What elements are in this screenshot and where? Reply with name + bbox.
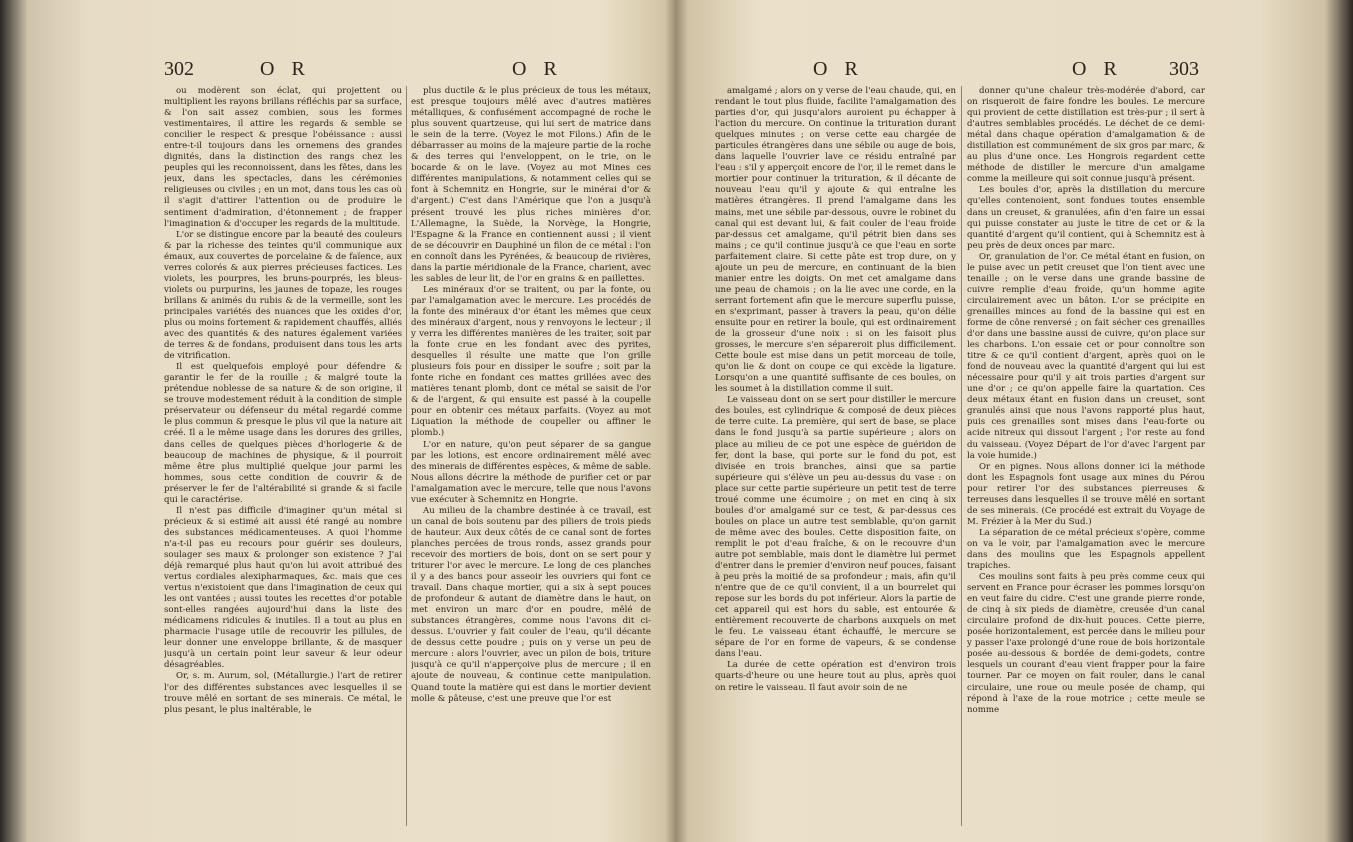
paragraph: Il n'est pas difficile d'imaginer qu'un métal si précieux & si estimé ait aussi été rangé au nombre des substances médicamenteuses. A quoi l'homme n'a-t-il pas eu recours pour guérir ses douleurs, soulager ses maux & prolonger son existence ? J'ai déjà remarqué plus haut qu'on lui avoit attribué des vertus cordiales alexipharmaques, &c. mais que ces vertus n'existoient que dans l'imagination de ceux qui les ont vantées ; aussi toutes les recettes d'or potable sont-elles rangées aujourd'hui dans la liste des médicamens ridicules & inutiles. Il a tout au plus en pharmacie l'usage utile de recouvrir les pillules, de leur donner une enveloppe brillante, & de masquer jusqu'à un certain point leur saveur & leur odeur désagréables. [164, 505, 402, 671]
head-word-right: O R [512, 58, 563, 80]
paragraph: Les boules d'or, après la distillation du mercure qu'elles contenoient, sont fondues toutes ensemble dans un creuset, & granulées, afin d'en faire un essai qui puisse constater au juste le titre de cet or & la quantité d'argent qu'il contient, qui à Schemnitz est à peu près de deux onces par marc. [967, 185, 1205, 251]
text-column-right-b [967, 86, 1205, 838]
paragraph: Les minéraux d'or se traitent, ou par la fonte, ou par l'amalgamation avec le mercure. Les procédés de la fonte des minéraux d'or étant les mêmes que ceux des minéraux d'argent, nous y renvoyons le lecteur ; il y verra les différentes manières de les traiter, soit par la fonte crue en les fondant avec des pyrites, desquelles il résulte une matte que l'on grille plusieurs fois pour en dissiper le soufre ; soit par la fonte riche en fondant ces mattes grillées avec des matières tenant plomb, dont ce métal se saisit de l'or & de l'argent, & qui ensuite est passé à la coupelle pour en obtenir ces métaux parfaits. (Voyez au mot Liquation la méthode de coupeller ou affiner le plomb.) [411, 284, 651, 439]
column-divider [961, 86, 962, 826]
paragraph: La durée de cette opération est d'environ trois quarts-d'heure ou une heure tout au plus, après quoi on retire le vaisseau. Il faut avoir soin de ne [715, 660, 956, 693]
head-word-left: O R [813, 58, 864, 80]
page-number: 303 [1169, 58, 1199, 80]
paragraph: plus ductile & le plus précieux de tous les métaux, est presque toujours mêlé avec d'autres matières métalliques, & confusément accompagné de roche le plus souvent quartzeuse, qui lui sert de matrice dans le sein de la terre. (Voyez le mot Filons.) Afin de le débarrasser au moins de la majeure partie de la roche & des terres qui l'enveloppent, on le trie, on le bocarde & on le lave. (Voyez au mot Mines ces différentes manipulations, & notamment celles qui se font à Schemnitz en Hongrie, sur le minérai d'or & d'argent.) C'est dans l'Amérique que l'on a jusqu'à présent trouvé les plus riches minières d'or. L'Allemagne, la Suède, la Norvège, la Hongrie, l'Espagne & la France en contiennent aussi ; il vient de se découvrir en Dauphiné un filon de ce métal : l'on en connoît dans les Pyrénées, & beaucoup de rivières, dans la partie méridionale de la France, charient, avec les sables de leur lit, de l'or en grains & en paillettes. [411, 86, 651, 284]
paragraph: amalgamé ; alors on y verse de l'eau chaude, qui, en rendant le tout plus fluide, facilite l'amalgamation des parties d'or, qui jusqu'alors auroient pu échapper à l'action du mercure. On continue la trituration durant quelques minutes ; on verse cette eau chargée de particules étrangères dans une sébile ou auge de bois, dans laquelle l'ouvrier lave ce résidu entraîné par l'eau : s'il y apperçoit encore de l'or, il le remet dans le mortier pour continuer la trituration, & il décante de nouveau l'eau qu'il y ajoute & qui entraîne les matières étrangères. Il prend l'amalgame dans les mains, met une sébile par-dessous, ouvre le robinet du canal qui est devant lui, & fait couler de l'eau froide par-dessus cet amalgame, qu'il pétrit bien dans ses mains ; ce qu'il continue jusqu'à ce que l'eau en sorte parfaitement claire. Si cette pâte est trop dure, on y ajoute un peu de mercure, en continuant de la bien manier entre les doigts. On met cet amalgame dans une peau de chamois ; on la lie avec une corde, en la serrant fortement afin que le mercure superflu puisse, en s'exprimant, passer à travers la peau, qu'on délie ensuite pour en retirer la boule, qui est ordinairement de la grosseur d'une noix : si on les faisoit plus grosses, le mercure s'en sépareroit plus difficilement. Cette boule est mise dans un petit morceau de toile, qu'on lie & dont on coupe ce qui excède la ligature. Lorsqu'on a une quantité suffisante de ces boules, on les soumet à la distillation comme il suit. [715, 86, 956, 395]
text-column-right-a [715, 86, 956, 838]
paragraph: Or en pignes. Nous allons donner ici la méthode dont les Espagnols font usage aux mines du Pérou pour retirer l'or des substances pierreuses & terreuses dans lesquelles il se trouve mêlé en sortant de ses minerais. (Ce procédé est extrait du Voyage de M. Frézier à la Mer du Sud.) [967, 461, 1205, 527]
paragraph: donner qu'une chaleur très-modérée d'abord, car on risqueroit de faire fondre les boules. Le mercure qui provient de cette distillation est très-pur ; il sert à d'autres semblables procédés. Le déchet de ce demi-métal dans chaque opération d'amalgamation & de distillation est communément de six gros par marc, & au plus d'une once. Les Hongrois regardent cette méthode de distiller le mercure d'un amalgame comme la meilleure qui soit connue jusqu'à présent. [967, 86, 1205, 185]
paragraph: L'or se distingue encore par la beauté des couleurs & par la richesse des teintes qu'il communique aux émaux, aux couvertes de porcelaine & de faïence, aux verres colorés & aux pierres précieuses factices. Les violets, les pourpres, les bruns-pourprés, les bleus-violets ou purpurins, les jaunes de topaze, les rouges brillans & animés du rubis & de la vermeille, sont les principales variétés des nuances que les oxides d'or, plus ou moins fortement & rapidement chauffés, alliés avec des quantités & des natures également variées de terres & de fondans, produisent dans tous les arts de vitrification. [164, 229, 402, 362]
paragraph: Le vaisseau dont on se sert pour distiller le mercure des boules, est cylindrique & composé de deux pièces de terre cuite. La première, qui sert de base, se place dans le fond jusqu'à sa partie supérieure ; alors on place au milieu de ce pot une espèce de guéridon de fer, dont la base, qui porte sur le fond du pot, est divisée en trois branches, ainsi que sa partie supérieure qui s'élève un peu au-dessus du vase : on place sur cette partie supérieure un petit test de terre troué comme une écumoire ; on met en cinq à six boules d'or amalgamé sur ce test, & par-dessus ces boules on place un autre test semblable, qu'on garnit de même avec des boules. Cette disposition faite, on remplit le pot d'eau fraîche, & on le recouvre d'un autre pot semblable, mais dont le diamètre lui permet d'entrer dans le premier d'environ neuf pouces, faisant à peu près la moitié de sa profondeur ; mais, afin qu'il n'entre que de ce qu'il convient, il a un bourrelet qui repose sur les bords du pot inférieur. Alors la partie de cet appareil qui est hors du sable, est entourée & entièrement recouverte de charbons auxquels on met le feu. Le vaisseau étant échauffé, le mercure se sépare de l'or en forme de vapeurs, & se condense dans l'eau. [715, 395, 956, 660]
paragraph: Or, s. m. Aurum, sol, (Métallurgie.) l'art de retirer l'or des différentes substances avec lesquelles il se trouve mêlé en sortant de ses minerais. Ce métal, le plus pesant, le plus inaltérable, le [164, 671, 402, 715]
page-number: 302 [164, 58, 194, 80]
paragraph: Ces moulins sont faits à peu près comme ceux qui servent en France pour écraser les pommes lorsqu'on en veut faire du cidre. C'est une grande pierre ronde, de cinq à six pieds de diamètre, creusée d'un canal circulaire profond de dix-huit pouces. Cette pierre, posée horizontalement, est percée dans le milieu pour y passer l'axe prolongé d'une roue de bois horizontale posée au-dessous & bordée de demi-godets, contre lesquels un courant d'eau vient frapper pour la faire tourner. Par ce moyen on fait rouler, dans le canal circulaire, une roue ou meule posée de champ, qui répond à l'axe de la roue motrice ; cette meule se nomme [967, 572, 1205, 715]
paragraph: Au milieu de la chambre destinée à ce travail, est un canal de bois soutenu par des piliers de trois pieds de hauteur. Aux deux côtés de ce canal sont de fortes planches percées de trous ronds, assez grands pour recevoir des mortiers de bois, dont on se sert pour y triturer l'or avec le mercure. Le long de ces planches il y a des bancs pour asseoir les ouvriers qui font ce travail. Dans chaque mortier, qui a six à sept pouces de profondeur & autant de diamètre dans le haut, on met environ un marc d'or en poudre, mêlé de substances étrangères, comme nous l'avons dit ci-dessus. L'ouvrier y fait couler de l'eau, qu'il décante de dessus cette poudre ; puis on y verse un peu de mercure : alors l'ouvrier, avec un pilon de bois, triture jusqu'à ce qu'il n'apperçoive plus de mercure ; il en ajoute de nouveau, & continue cette manipulation. Quand toute la matière qui est dans le mortier devient molle & pâteuse, c'est une preuve que l'or est [411, 505, 651, 704]
head-word-left: O R [260, 58, 311, 80]
head-word-right: O R [1072, 58, 1123, 80]
right-page [677, 42, 1353, 842]
left-page [0, 42, 676, 842]
text-column-left-a [164, 86, 402, 838]
column-divider [406, 86, 407, 826]
paragraph: Il est quelquefois employé pour défendre & garantir le fer de la rouille ; & malgré toute la prétendue noblesse de sa nature & de son origine, il se trouve modestement réduit à la condition de simple préservateur ou défenseur du métal regardé comme le plus commun & presque le plus vil que la nature ait créé. Il a le même usage dans les dorures des grilles, dans celles de quelques pièces d'horlogerie & de beaucoup de machines de physique, & il pourroit même être plus multiplié quelque jour parmi les hommes, sous cette condition de couvrir & de préserver le fer de l'altérabilité si grande & si facile qui le caractérise. [164, 362, 402, 505]
text-column-left-b [411, 86, 651, 838]
paragraph: Or, granulation de l'or. Ce métal étant en fusion, on le puise avec un petit creuset que l'on tient avec une tenaille ; on le verse dans une grande bassine de cuivre remplie d'eau froide, qu'un homme agite circulairement avec un bâton. L'or se précipite en grenailles minces au fond de la bassine qui est en forme de cône renversé ; on fait sécher ces grenailles d'or dans une bassine aussi de cuivre, qu'on place sur les charbons. L'on essaie cet or pour connoître son titre & ce qu'il contient d'argent, après quoi on le fond de nouveau avec la quantité d'argent qui lui est nécessaire pour qu'il y ait trois parties d'argent sur une d'or ; ce qu'on appelle faire la quartation. Ces deux métaux étant en fusion dans un creuset, sont granulés ainsi que nous l'avons rapporté plus haut, puis ces grenailles sont mises dans l'eau-forte ou acide nitreux qui dissout l'argent ; l'or reste au fond du vaisseau. (Voyez Départ de l'or d'avec l'argent par la voie humide.) [967, 251, 1205, 461]
paragraph: La séparation de ce métal précieux s'opère, comme on va le voir, par l'amalgamation avec le mercure dans des moulins que les Espagnols appellent trapiches. [967, 527, 1205, 572]
paragraph: ou modèrent son éclat, qui projettent ou multiplient les rayons brillans réfléchis par sa surface, & l'on sait assez combien, sous les formes vestimentaires, il attire les regards & semble se concilier le respect & presque l'obéissance : aussi entre-t-il toujours dans les ornemens des grandes dignités, dans la distinction des rangs chez les peuples qui les reconnoissent, dans les fêtes, dans les jeux, dans les spectacles, dans les cérémonies religieuses ou civiles ; en un mot, dans tous les cas où il s'agit d'attirer l'attention ou de produire le sentiment d'admiration, d'étonnement ; de frapper l'imagination & d'occuper les regards de la multitude. [164, 86, 402, 229]
paragraph: L'or en nature, qu'on peut séparer de sa gangue par les lotions, est encore ordinairement mêlé avec des minerais de différentes espèces, & même de sable. Nous allons décrire la méthode de purifier cet or par l'amalgamation avec le mercure, telle que nous l'avons vue exécuter à Schemnitz en Hongrie. [411, 439, 651, 505]
